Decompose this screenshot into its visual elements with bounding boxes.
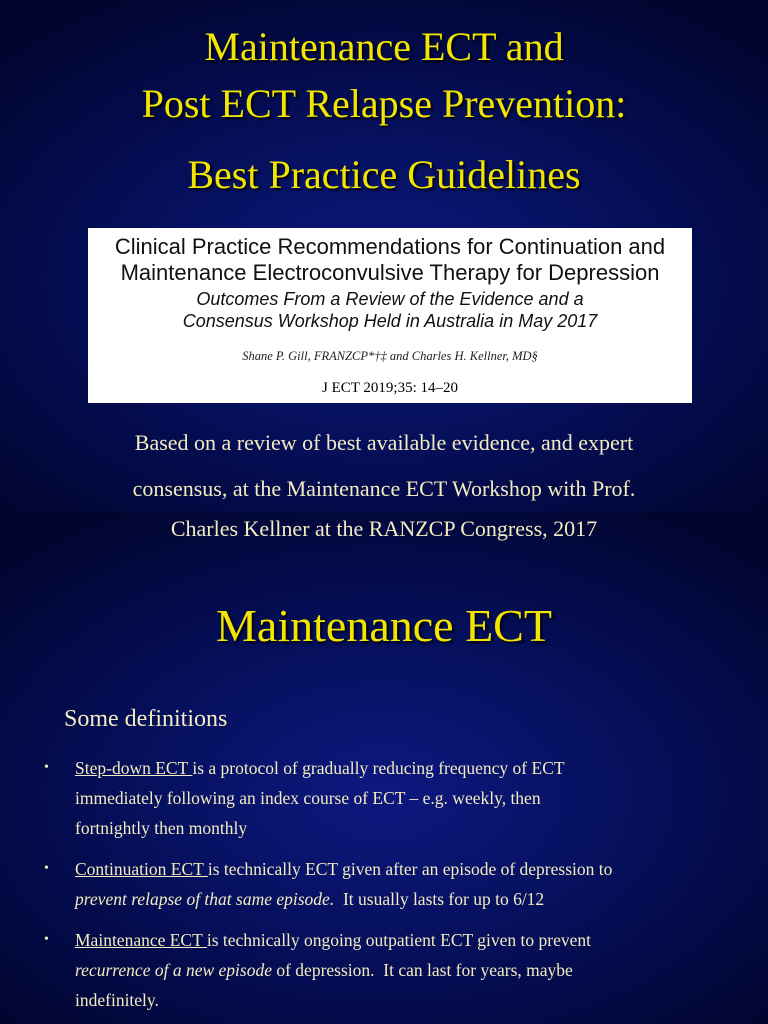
paper-citation-box <box>88 228 692 403</box>
definition-text-line-3: fortnightly then monthly <box>75 818 248 838</box>
definition-text-line-2: immediately following an index course of ECT – e.g. weekly, then <box>75 788 541 808</box>
slide-title-line-1: Maintenance ECT and <box>204 24 564 69</box>
slide-title-line-3: Best Practice Guidelines <box>187 152 581 197</box>
definition-text <box>75 854 745 914</box>
definition-text-line-2: It usually lasts for up to 6/12 <box>334 889 545 909</box>
paper-title-line-2: Maintenance Electroconvulsive Therapy for Depression <box>120 260 660 285</box>
summary-line-2: consensus, at the Maintenance ECT Workshop with Prof. <box>132 476 636 501</box>
definition-text-line-3: indefinitely. <box>75 990 159 1010</box>
bullet-icon: • <box>44 760 49 775</box>
paper-title-line-1: Clinical Practice Recommendations for Continuation and <box>114 234 666 259</box>
bullet-icon: • <box>44 861 49 876</box>
slide-title-line-2: Post ECT Relapse Prevention: <box>141 81 627 126</box>
section-title: Maintenance ECT <box>216 600 552 651</box>
paper-subtitle-line-1: Outcomes From a Review of the Evidence and a <box>196 289 584 309</box>
definition-emphasis: prevent relapse of that same episode. <box>75 889 335 909</box>
definition-text <box>75 753 745 843</box>
definition-term: Step-down ECT <box>75 758 193 778</box>
slide-2 <box>0 512 768 1024</box>
paper-subtitle-line-2: Consensus Workshop Held in Australia in May 2017 <box>182 311 598 331</box>
definition-text-line-1: is technically ongoing outpatient ECT given to prevent <box>206 930 591 950</box>
definition-term: Continuation ECT <box>75 859 208 879</box>
definition-emphasis: recurrence of a new episode <box>75 960 272 980</box>
summary-line-1: Based on a review of best available evidence, and expert <box>134 430 634 455</box>
definition-text-line-1: is a protocol of gradually reducing frequency of ECT <box>192 758 565 778</box>
subheading: Some definitions <box>64 706 228 732</box>
definition-text <box>75 925 745 1015</box>
summary-line-3: Charles Kellner at the RANZCP Congress, 2017 <box>170 516 598 541</box>
paper-journal-citation: J ECT 2019;35: 14–20 <box>322 380 458 396</box>
definition-term: Maintenance ECT <box>75 930 207 950</box>
bullet-icon: • <box>44 932 49 947</box>
paper-authors: Shane P. Gill, FRANZCP*†‡ and Charles H. Kellner, MD§ <box>242 349 538 363</box>
definition-text-line-2: of depression. It can last for years, maybe <box>271 960 573 980</box>
definition-text-line-1: is technically ECT given after an episode of depression to <box>207 859 613 879</box>
